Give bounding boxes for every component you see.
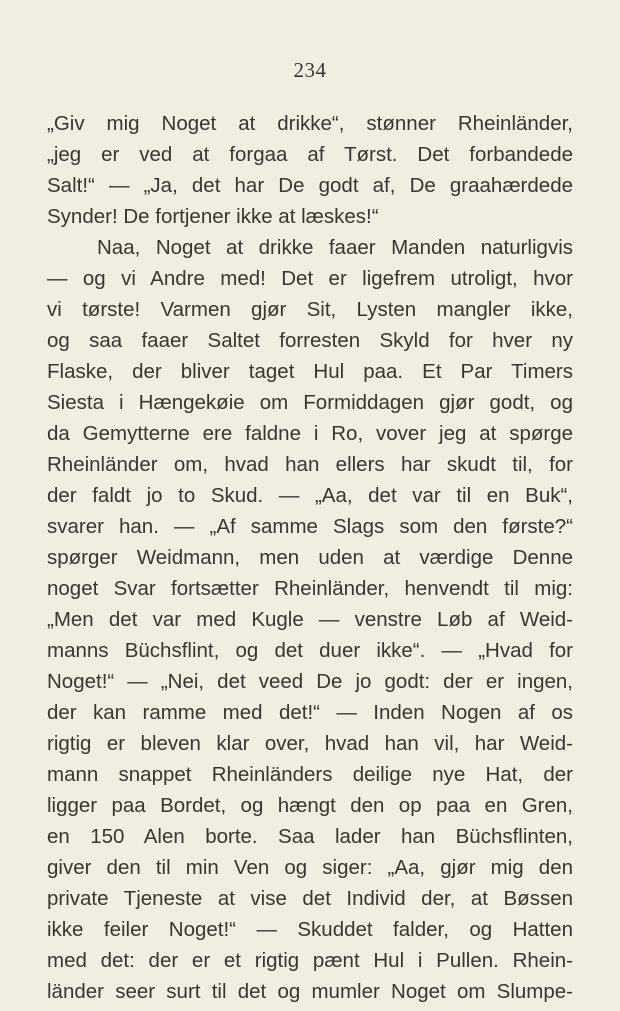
text-line: manns Büchsflint, og det duer ikke“. — „Hvad for bbox=[47, 639, 573, 662]
text-line: Siesta i Hængekøie om Formiddagen gjør godt, og bbox=[47, 391, 573, 414]
text-line: spørger Weidmann, men uden at værdige Denne bbox=[47, 546, 573, 569]
page-number: 234 bbox=[293, 58, 327, 82]
text-line: der faldt jo to Skud. — „Aa, det var til en Buk“, bbox=[47, 484, 573, 507]
text-line: Noget!“ — „Nei, det veed De jo godt: der er ingen, bbox=[47, 670, 573, 693]
text-line: ligger paa Bordet, og hængt den op paa en Gren, bbox=[47, 794, 573, 817]
text-line: Salt!“ — „Ja, det har De godt af, De graahærdede bbox=[47, 174, 573, 197]
text-line: med det: der er et rigtig pænt Hul i Pullen. Rhein- bbox=[47, 949, 573, 972]
text-line: noget Svar fortsætter Rheinländer, henvendt til mig: bbox=[47, 577, 573, 600]
text-line: „Men det var med Kugle — venstre Løb af Weid- bbox=[47, 608, 573, 631]
text-line: „Giv mig Noget at drikke“, stønner Rheinländer, bbox=[47, 112, 573, 135]
text-line: og saa faaer Saltet forresten Skyld for hver ny bbox=[47, 329, 573, 352]
text-line: länder seer surt til det og mumler Noget om Slumpe- bbox=[47, 980, 573, 1003]
text-line: Naa, Noget at drikke faaer Manden naturligvis bbox=[97, 236, 573, 259]
text-line: ikke feiler Noget!“ — Skuddet falder, og Hatten bbox=[47, 918, 573, 941]
body-text bbox=[47, 108, 573, 1007]
text-line: — og vi Andre med! Det er ligefrem utroligt, hvor bbox=[47, 267, 573, 290]
text-line: Rheinländer om, hvad han ellers har skudt til, for bbox=[47, 453, 573, 476]
text-line: da Gemytterne ere faldne i Ro, vover jeg at spørge bbox=[47, 422, 573, 445]
text-line: en 150 Alen borte. Saa lader han Büchsflinten, bbox=[47, 825, 573, 848]
text-line: giver den til min Ven og siger: „Aa, gjør mig den bbox=[47, 856, 573, 879]
text-line: mann snappet Rheinländers deilige nye Hat, der bbox=[47, 763, 573, 786]
text-line: „jeg er ved at forgaa af Tørst. Det forbandede bbox=[47, 143, 573, 166]
text-line: rigtig er bleven klar over, hvad han vil, har Weid- bbox=[47, 732, 573, 755]
text-line: private Tjeneste at vise det Individ der, at Bøssen bbox=[47, 887, 573, 910]
text-line: Flaske, der bliver taget Hul paa. Et Par Timers bbox=[47, 360, 573, 383]
text-line: vi tørste! Varmen gjør Sit, Lysten mangler ikke, bbox=[47, 298, 573, 321]
text-line: Synder! De fortjener ikke at læskes!“ bbox=[47, 205, 379, 228]
text-line: svarer han. — „Af samme Slags som den første?“ bbox=[47, 515, 573, 538]
text-line: der kan ramme med det!“ — Inden Nogen af os bbox=[47, 701, 573, 724]
